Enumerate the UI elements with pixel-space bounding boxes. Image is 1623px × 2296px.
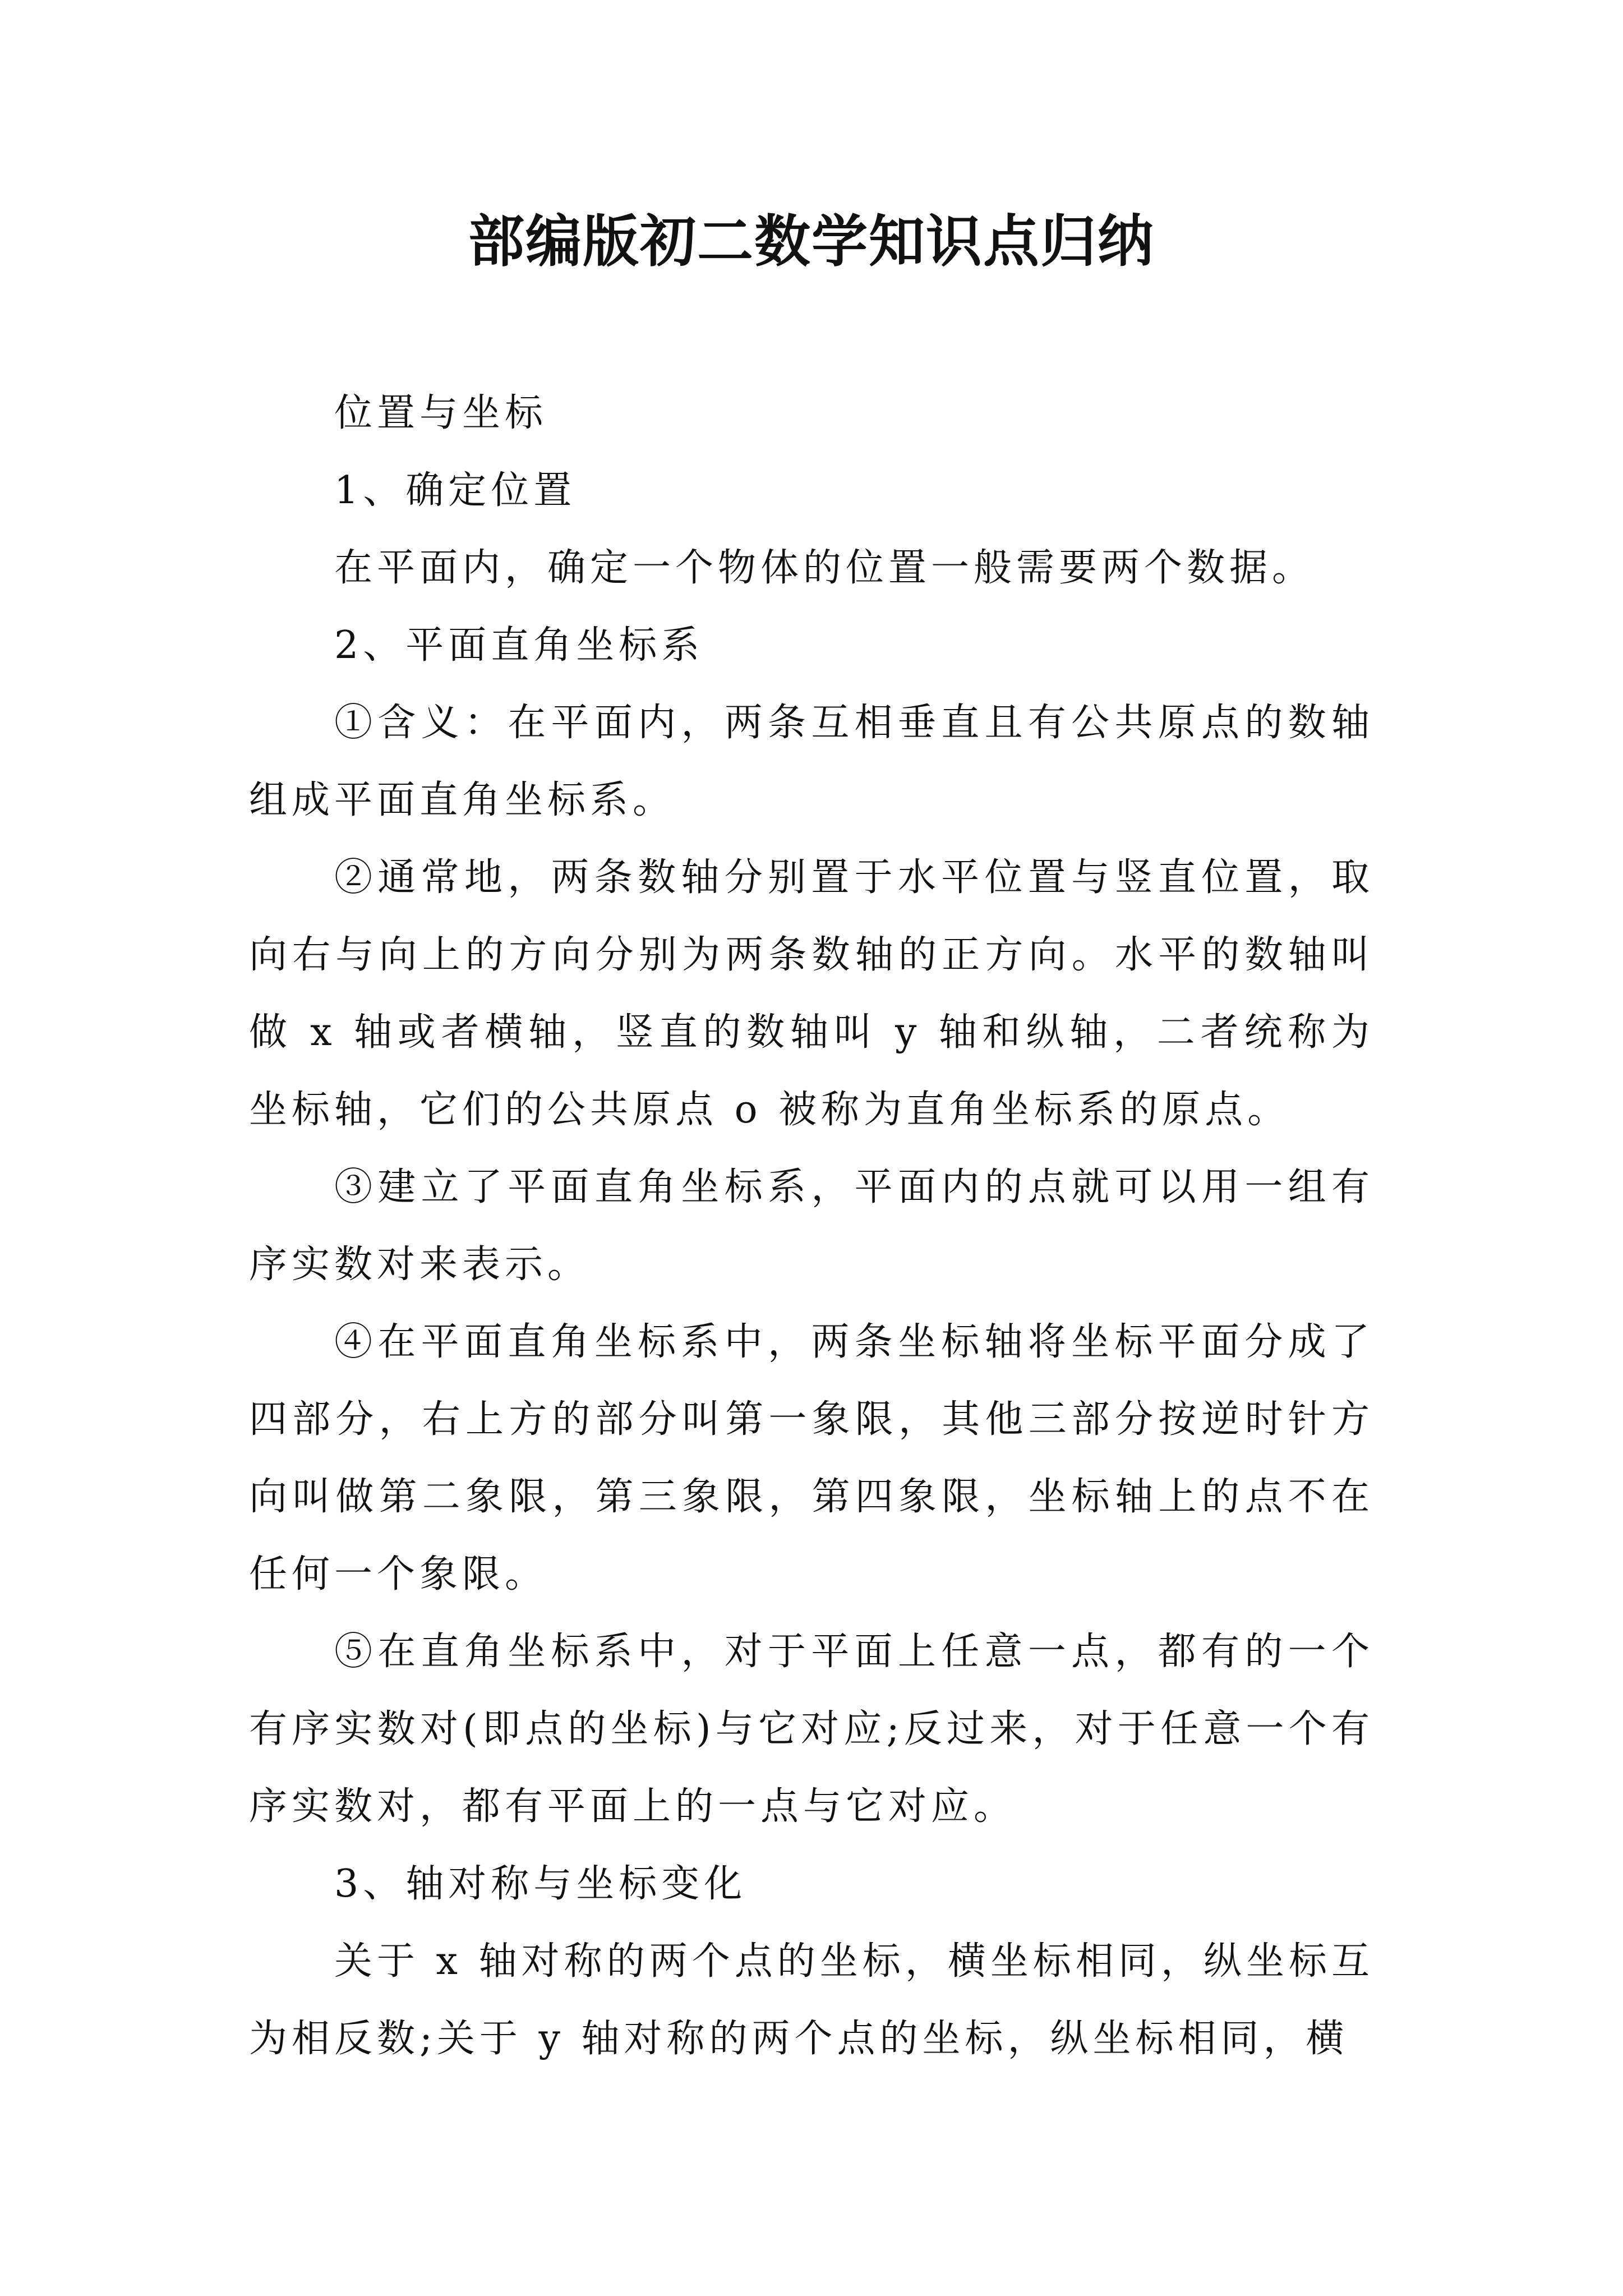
body-paragraph: 关于 x 轴对称的两个点的坐标，横坐标相同，纵坐标互为相反数;关于 y 轴对称的两个点的坐标，纵坐标相同，横 [249, 1939, 1374, 2061]
subsection-heading: 1、确定位置 [334, 468, 577, 513]
body-paragraph: ③建立了平面直角坐标系，平面内的点就可以用一组有序实数对来表示。 [249, 1165, 1374, 1287]
document-title: 部编版初二数学知识点归纳 [468, 208, 1155, 274]
body-paragraph: 在平面内，确定一个物体的位置一般需要两个数据。 [334, 546, 1315, 590]
body-paragraph: ①含义：在平面内，两条互相垂直且有公共原点的数轴组成平面直角坐标系。 [249, 701, 1374, 822]
body-paragraph: ⑤在直角坐标系中，对于平面上任意一点，都有的一个有序实数对(即点的坐标)与它对应;反过来，对于任意一个有序实数对，都有平面上的一点与它对应。 [249, 1630, 1374, 1829]
section-heading: 位置与坐标 [334, 391, 548, 435]
subsection-heading: 3、轴对称与坐标变化 [334, 1862, 747, 1906]
document-body [249, 375, 1374, 2078]
subsection-heading: 2、平面直角坐标系 [334, 623, 704, 668]
body-paragraph: ④在平面直角坐标系中，两条坐标轴将坐标平面分成了四部分，右上方的部分叫第一象限，其他三部分按逆时针方向叫做第二象限，第三象限，第四象限，坐标轴上的点不在任何一个象限。 [249, 1320, 1374, 1596]
body-paragraph: ②通常地，两条数轴分别置于水平位置与竖直位置，取向右与向上的方向分别为两条数轴的正方向。水平的数轴叫做 x 轴或者横轴，竖直的数轴叫 y 轴和纵轴，二者统称为坐标轴，它们的公共原点 o 被称为直角坐标系的原点。 [249, 855, 1374, 1132]
